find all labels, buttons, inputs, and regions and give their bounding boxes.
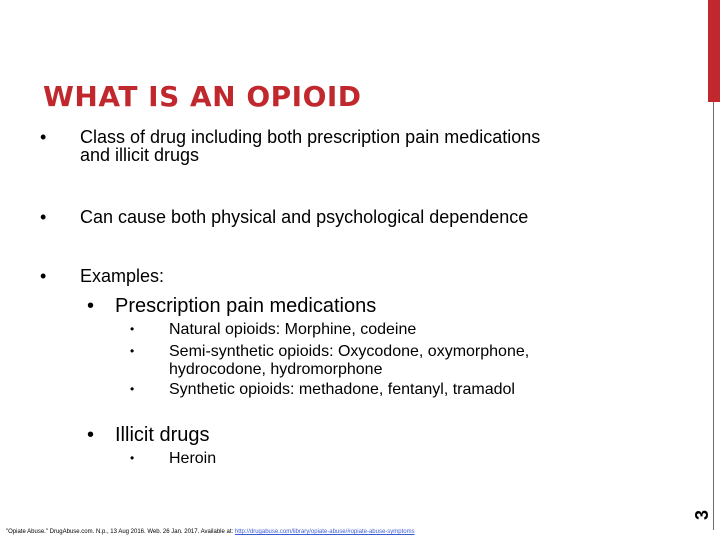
sub-sub-bullet-heroin bbox=[130, 450, 217, 468]
bullet-dot: • bbox=[130, 322, 135, 336]
bullet-dot: • bbox=[130, 344, 135, 358]
citation-text: "Opiate Abuse." DrugAbuse.com. N.p., 13 Aug 2016. Web. 26 Jan. 2017. Available at: bbox=[6, 529, 234, 535]
page-number: 3 bbox=[692, 509, 712, 520]
citation bbox=[6, 529, 415, 535]
sub-bullet-illicit bbox=[87, 424, 210, 447]
bullet-dot: • bbox=[87, 424, 95, 446]
item-text-line-2: hydrocodone, hydromorphone bbox=[169, 361, 383, 378]
item-text: Natural opioids: Morphine, codeine bbox=[169, 321, 417, 338]
bullet-text: Can cause both physical and psychological dependence bbox=[80, 207, 529, 227]
slide-title: WHAT IS AN OPIOID bbox=[43, 80, 362, 113]
item-text bbox=[169, 343, 529, 379]
bullet-text: Examples: bbox=[80, 266, 165, 286]
bullet-dot: • bbox=[40, 127, 47, 147]
side-divider-line bbox=[713, 102, 714, 530]
sub-sub-bullet-natural bbox=[130, 321, 417, 339]
bullet-text-line-1: Class of drug including both prescription pain medications bbox=[80, 127, 541, 147]
bullet-dependence bbox=[40, 207, 529, 228]
bullet-dot: • bbox=[40, 266, 47, 286]
bullet-text bbox=[80, 128, 540, 164]
item-text: Heroin bbox=[169, 450, 217, 467]
sub-sub-bullet-synthetic bbox=[130, 381, 515, 399]
sub-sub-bullet-semi-synthetic bbox=[130, 343, 530, 378]
item-text-line-1: Semi-synthetic opioids: Oxycodone, oxymorphone, bbox=[169, 343, 530, 360]
bullet-text-line-2: and illicit drugs bbox=[80, 145, 200, 165]
bullet-dot: • bbox=[130, 382, 135, 396]
sub-bullet-prescription bbox=[87, 295, 377, 318]
accent-bar bbox=[708, 0, 720, 102]
bullet-dot: • bbox=[87, 295, 95, 317]
bullet-examples bbox=[40, 266, 165, 287]
sub-bullet-text: Prescription pain medications bbox=[115, 295, 377, 317]
sub-bullet-text: Illicit drugs bbox=[115, 424, 210, 446]
bullet-dot: • bbox=[130, 451, 135, 465]
bullet-drug-class bbox=[40, 127, 541, 165]
bullet-dot: • bbox=[40, 207, 47, 227]
item-text: Synthetic opioids: methadone, fentanyl, tramadol bbox=[169, 381, 515, 398]
citation-link[interactable]: http://drugabuse.com/library/opiate-abuse/#opiate-abuse-symptoms bbox=[234, 529, 415, 535]
